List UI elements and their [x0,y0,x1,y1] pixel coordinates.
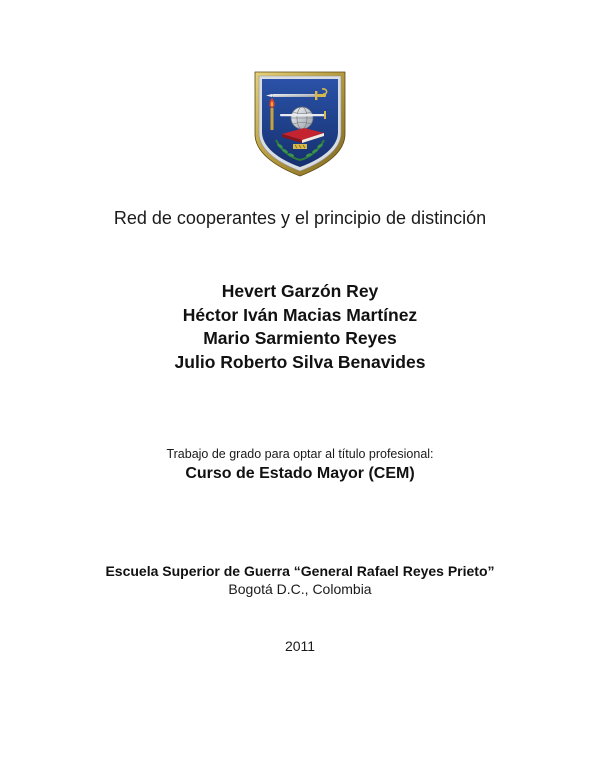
school-name: Escuela Superior de Guerra “General Rafael Reyes Prieto” [105,563,495,579]
year: 2011 [284,638,316,654]
military-school-crest-icon [252,70,348,178]
author-name: Hevert Garzón Rey [221,281,379,301]
author-name: Julio Roberto Silva Benavides [174,351,426,372]
degree-name: Curso de Estado Mayor (CEM) [185,465,415,482]
city-line: Bogotá D.C., Colombia [228,581,372,597]
author-name: Mario Sarmiento Reyes [203,328,397,348]
degree-intro: Trabajo de grado para optar al título profesional: [166,447,434,461]
document-title: Red de cooperantes y el principio de distinción [113,208,487,228]
globe-icon [291,107,313,129]
author-list [0,280,600,374]
author-name: Héctor Iván Macias Martínez [182,304,418,325]
